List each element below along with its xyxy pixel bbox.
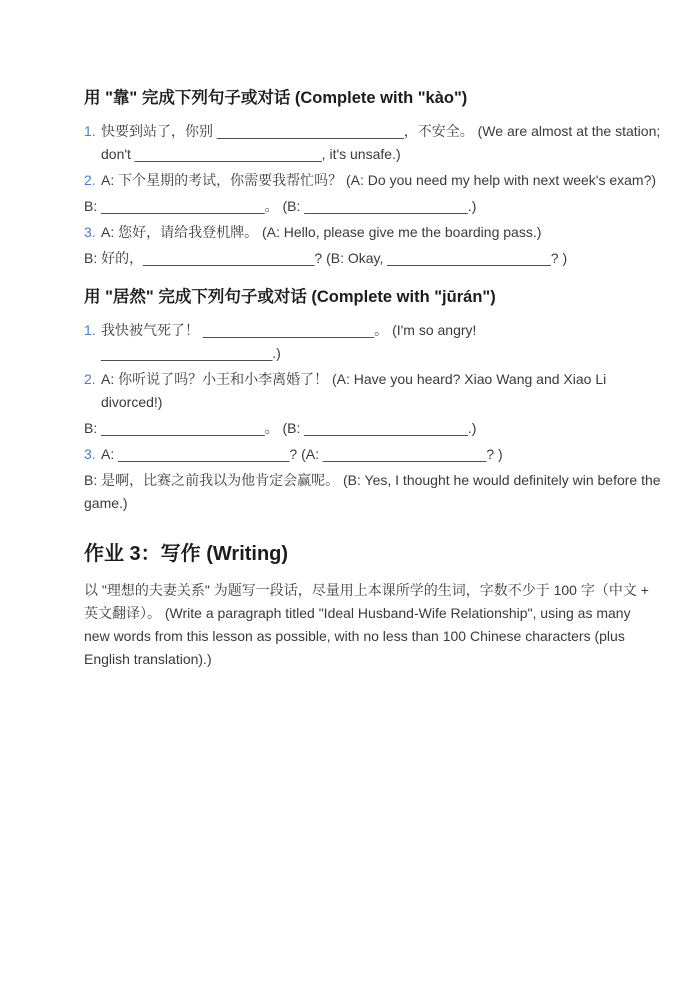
text-line: A: 下个星期的考试，你需要我帮忙吗？ (A: Do you need my help with next week's exam?)	[101, 172, 657, 188]
text-line: don't ________________________, it's unsafe.)	[101, 146, 401, 162]
assignment-heading: 作业 3：写作 (Writing)	[84, 543, 289, 565]
text-line: ______________________.)	[101, 345, 281, 361]
list-item	[84, 120, 661, 166]
list-item-text	[101, 443, 503, 466]
text-line: 我快被气死了！ ______________________。 (I'm so angry!	[101, 322, 477, 338]
list-item	[84, 169, 657, 192]
text-line: B: _____________________。 (B: _____________________.)	[84, 420, 477, 436]
text-line: A: 你听说了吗？小王和小李离婚了！ (A: Have you heard? Xiao Wang and Xiao Li	[101, 371, 607, 387]
list-item-text	[101, 120, 660, 166]
list-item-text	[101, 221, 541, 244]
paragraph	[84, 195, 622, 218]
text-line: 以 "理想的夫妻关系" 为题写一段话，尽量用上本课所学的生词，字数不少于 100 字（中文 +	[84, 582, 649, 598]
list-item-text	[101, 368, 606, 414]
list-item	[84, 443, 622, 466]
text-line: divorced!)	[101, 394, 163, 410]
text-line: 快要到站了，你别 ________________________，不安全。 (We are almost at the station;	[101, 123, 661, 139]
paragraph	[84, 579, 649, 671]
list-number: 2.	[84, 172, 96, 188]
text-line: English translation).)	[84, 651, 212, 667]
exercise-heading: 用 "居然" 完成下列句子或对话 (Complete with "jūrán")	[84, 288, 496, 306]
list-item	[84, 319, 622, 365]
list-number: 2.	[84, 371, 96, 387]
list-item	[84, 368, 622, 414]
text-line: game.)	[84, 495, 128, 511]
list-number: 3.	[84, 446, 96, 462]
text-line: B: _____________________。 (B: _____________________.)	[84, 198, 477, 214]
list-item	[84, 221, 622, 244]
list-item-text	[101, 169, 656, 192]
text-line: B: 好的，______________________? (B: Okay, _____________________? )	[84, 250, 568, 266]
list-number: 1.	[84, 123, 96, 139]
list-number: 3.	[84, 224, 96, 240]
text-line: new words from this lesson as possible, with no less than 100 Chinese characters (plus	[84, 628, 625, 644]
list-item-text	[101, 319, 476, 365]
list-number: 1.	[84, 322, 96, 338]
text-line: A: 您好，请给我登机牌。 (A: Hello, please give me the boarding pass.)	[101, 224, 542, 240]
paragraph	[84, 417, 622, 440]
text-line: A: ______________________? (A: _____________________? )	[101, 446, 503, 462]
exercise-heading: 用 "靠" 完成下列句子或对话 (Complete with "kào")	[84, 89, 468, 107]
text-line: 英文翻译）。 (Write a paragraph titled "Ideal Husband-Wife Relationship", using as many	[84, 605, 631, 621]
paragraph	[84, 247, 622, 270]
text-line: B: 是啊，比赛之前我以为他肯定会赢呢。 (B: Yes, I thought he would definitely win before the	[84, 472, 661, 488]
paragraph	[84, 469, 661, 515]
